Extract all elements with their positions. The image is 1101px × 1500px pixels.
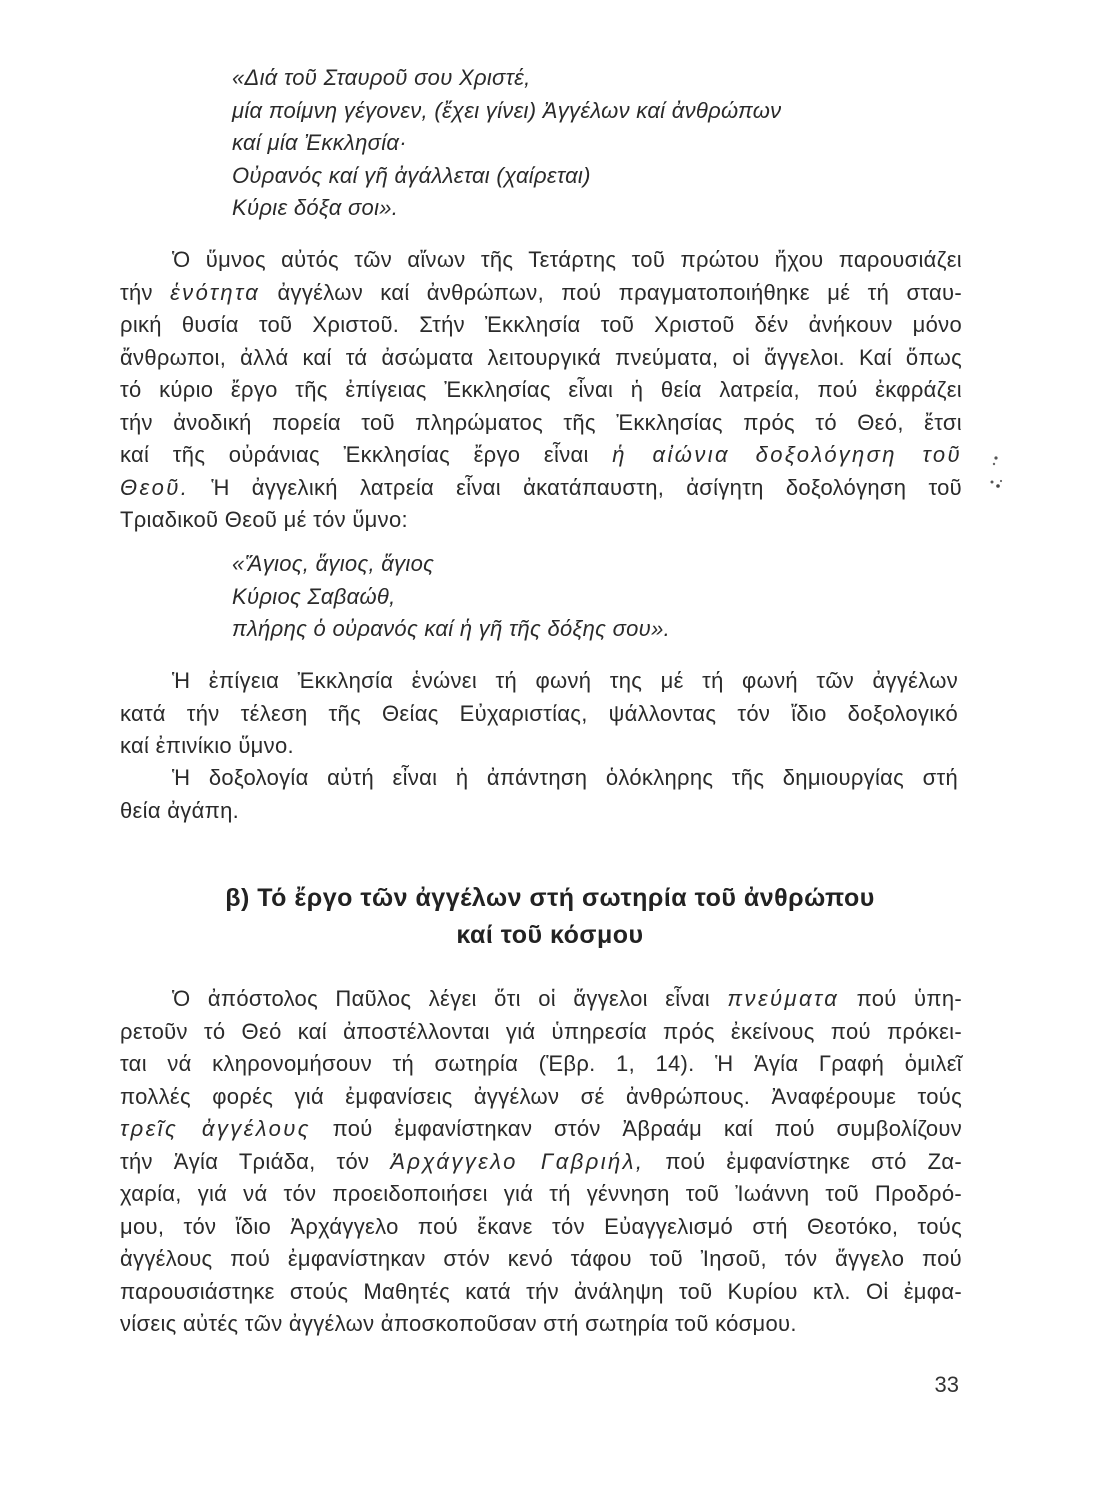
paragraph-1 (120, 244, 962, 537)
text-line: τό κύριο ἔργο τῆς ἐπίγειας Ἐκκλησίας εἶναι ἡ θεία λατρεία, πού ἐκφράζει (120, 377, 962, 402)
text-span: Ἡ ἀγγελική λατρεία εἶναι ἀκατάπαυστη, ἀσίγητη δοξολόγηση τοῦ (211, 474, 962, 500)
text-line: ἀγγέλους πού ἐμφανίστηκαν στόν κενό τάφου τοῦ Ἰησοῦ, τόν ἄγγελο πού (120, 1246, 962, 1271)
heading-line-2: καί τοῦ κόσμου (456, 921, 644, 949)
text-span: πού ὑπη- (856, 986, 962, 1011)
scan-artifact (988, 452, 1008, 492)
emphasis-text: ἑνότητα (170, 279, 261, 305)
poem-line: πλήρης ὁ οὐρανός καί ἡ γῆ τῆς δόξης σου». (232, 616, 671, 641)
text-line (120, 472, 962, 505)
paragraph-3 (120, 762, 958, 827)
text-line: Ὁ ὕμνος αὐτός τῶν αἴνων τῆς Τετάρτης τοῦ πρώτου ἤχου παρουσιάζει (172, 247, 962, 272)
text-line: Ἡ ἐπίγεια Ἐκκλησία ἑνώνει τή φωνή της μέ τή φωνή τῶν ἀγγέλων (172, 668, 958, 693)
text-line: ρετοῦν τό Θεό καί ἀποστέλλονται γιά ὑπηρεσία πρός ἐκείνους πού πρόκει- (120, 1018, 962, 1044)
text-line (120, 1146, 962, 1179)
text-span: ἀγγέλων καί ἀνθρώπων, πού πραγματοποιήθηκε μέ τή σταυ- (277, 279, 962, 305)
text-span: πού ἐμφανίστηκαν στόν Ἀβραάμ καί πού συμβολίζουν (332, 1116, 962, 1141)
emphasis-text: Ἀρχάγγελο Γαβριήλ, (390, 1148, 645, 1174)
text-line: καί ἐπινίκιο ὕμνο. (120, 733, 294, 758)
emphasis-text: ἡ αἰώνια δοξολόγηση τοῦ (612, 442, 962, 467)
emphasis-text: πνεύματα (727, 986, 840, 1011)
text-line: μου, τόν ἴδιο Ἀρχάγγελο πού ἔκανε τόν Εὐαγγελισμό στή Θεοτόκο, τούς (120, 1213, 962, 1239)
poem-line: Κύριε δόξα σοι». (232, 195, 399, 220)
emphasis-text: τρεῖς ἀγγέλους (120, 1116, 311, 1141)
text-line (120, 277, 962, 310)
text-line: Ἡ δοξολογία αὐτή εἶναι ἡ ἀπάντηση ὁλόκληρης τῆς δημιουργίας στή (172, 765, 958, 790)
poem-line: «Ἅγιος, ἅγιος, ἅγιος (232, 551, 435, 576)
page-number: 33 (934, 1372, 959, 1397)
text-line: Τριαδικοῦ Θεοῦ μέ τόν ὕμνο: (120, 507, 408, 532)
poem-line: μία ποίμνη γέγονεν, (ἔχει γίνει) Ἀγγέλων καί ἀνθρώπων (232, 97, 782, 123)
text-line: ρική θυσία τοῦ Χριστοῦ. Στήν Ἐκκλησία τοῦ Χριστοῦ δέν ἀνήκουν μόνο (120, 312, 962, 337)
hymn-quote-1 (232, 62, 952, 225)
text-span: πού ἐμφανίστηκε στό Ζα- (665, 1148, 962, 1174)
poem-line: «Διά τοῦ Σταυροῦ σου Χριστέ, (232, 65, 531, 90)
text-line (120, 1113, 962, 1146)
text-span: τήν Ἁγία Τριάδα, τόν (120, 1148, 370, 1174)
text-line: ἄνθρωποι, ἀλλά καί τά ἀσώματα λειτουργικά πνεύματα, οἱ ἄγγελοι. Καί ὅπως (120, 344, 962, 370)
paragraph-2 (120, 665, 958, 763)
text-line (120, 439, 962, 472)
poem-line: Οὐρανός καί γῆ ἀγάλλεται (χαίρεται) (232, 162, 591, 188)
poem-line: Κύριος Σαβαώθ, (232, 583, 396, 609)
text-line (120, 983, 962, 1016)
text-line: τήν ἀνοδική πορεία τοῦ πληρώματος τῆς Ἐκκλησίας πρός τό Θεό, ἔτσι (120, 409, 962, 435)
text-line: χαρία, γιά νά τόν προειδοποιήσει γιά τή γέννηση τοῦ Ἰωάννη τοῦ Προδρό- (120, 1181, 962, 1206)
text-line: παρουσιάστηκε στούς Μαθητές κατά τήν ἀνάληψη τοῦ Κυρίου κτλ. Οἱ ἐμφα- (120, 1278, 962, 1304)
text-line: κατά τήν τέλεση τῆς Θείας Εὐχαριστίας, ψάλλοντας τόν ἴδιο δοξολογικό (120, 700, 958, 726)
text-span: τήν (120, 279, 153, 305)
text-span: Ὁ ἀπόστολος Παῦλος λέγει ὅτι οἱ ἄγγελοι εἶναι (172, 986, 710, 1011)
text-line: ται νά κληρονομήσουν τή σωτηρία (Ἑβρ. 1, 14). Ἡ Ἁγία Γραφή ὁμιλεῖ (120, 1051, 962, 1076)
hymn-quote-2 (232, 548, 952, 646)
heading-line-1: β) Τό ἔργο τῶν ἀγγέλων στή σωτηρία τοῦ ἀνθρώπου (225, 884, 875, 912)
text-line: θεία ἀγάπη. (120, 797, 240, 823)
paragraph-4 (120, 983, 962, 1341)
text-span: καί τῆς οὐράνιας Ἐκκλησίας ἔργο εἶναι (120, 442, 589, 467)
text-line: νίσεις αὐτές τῶν ἀγγέλων ἀποσκοποῦσαν στή σωτηρία τοῦ κόσμου. (120, 1311, 797, 1336)
emphasis-text: Θεοῦ. (120, 474, 190, 500)
section-heading (120, 880, 980, 954)
poem-line: καί μία Ἐκκλησία· (232, 130, 407, 155)
text-line: πολλές φορές γιά ἐμφανίσεις ἀγγέλων σέ ἀνθρώπους. Ἀναφέρουμε τούς (120, 1083, 962, 1109)
